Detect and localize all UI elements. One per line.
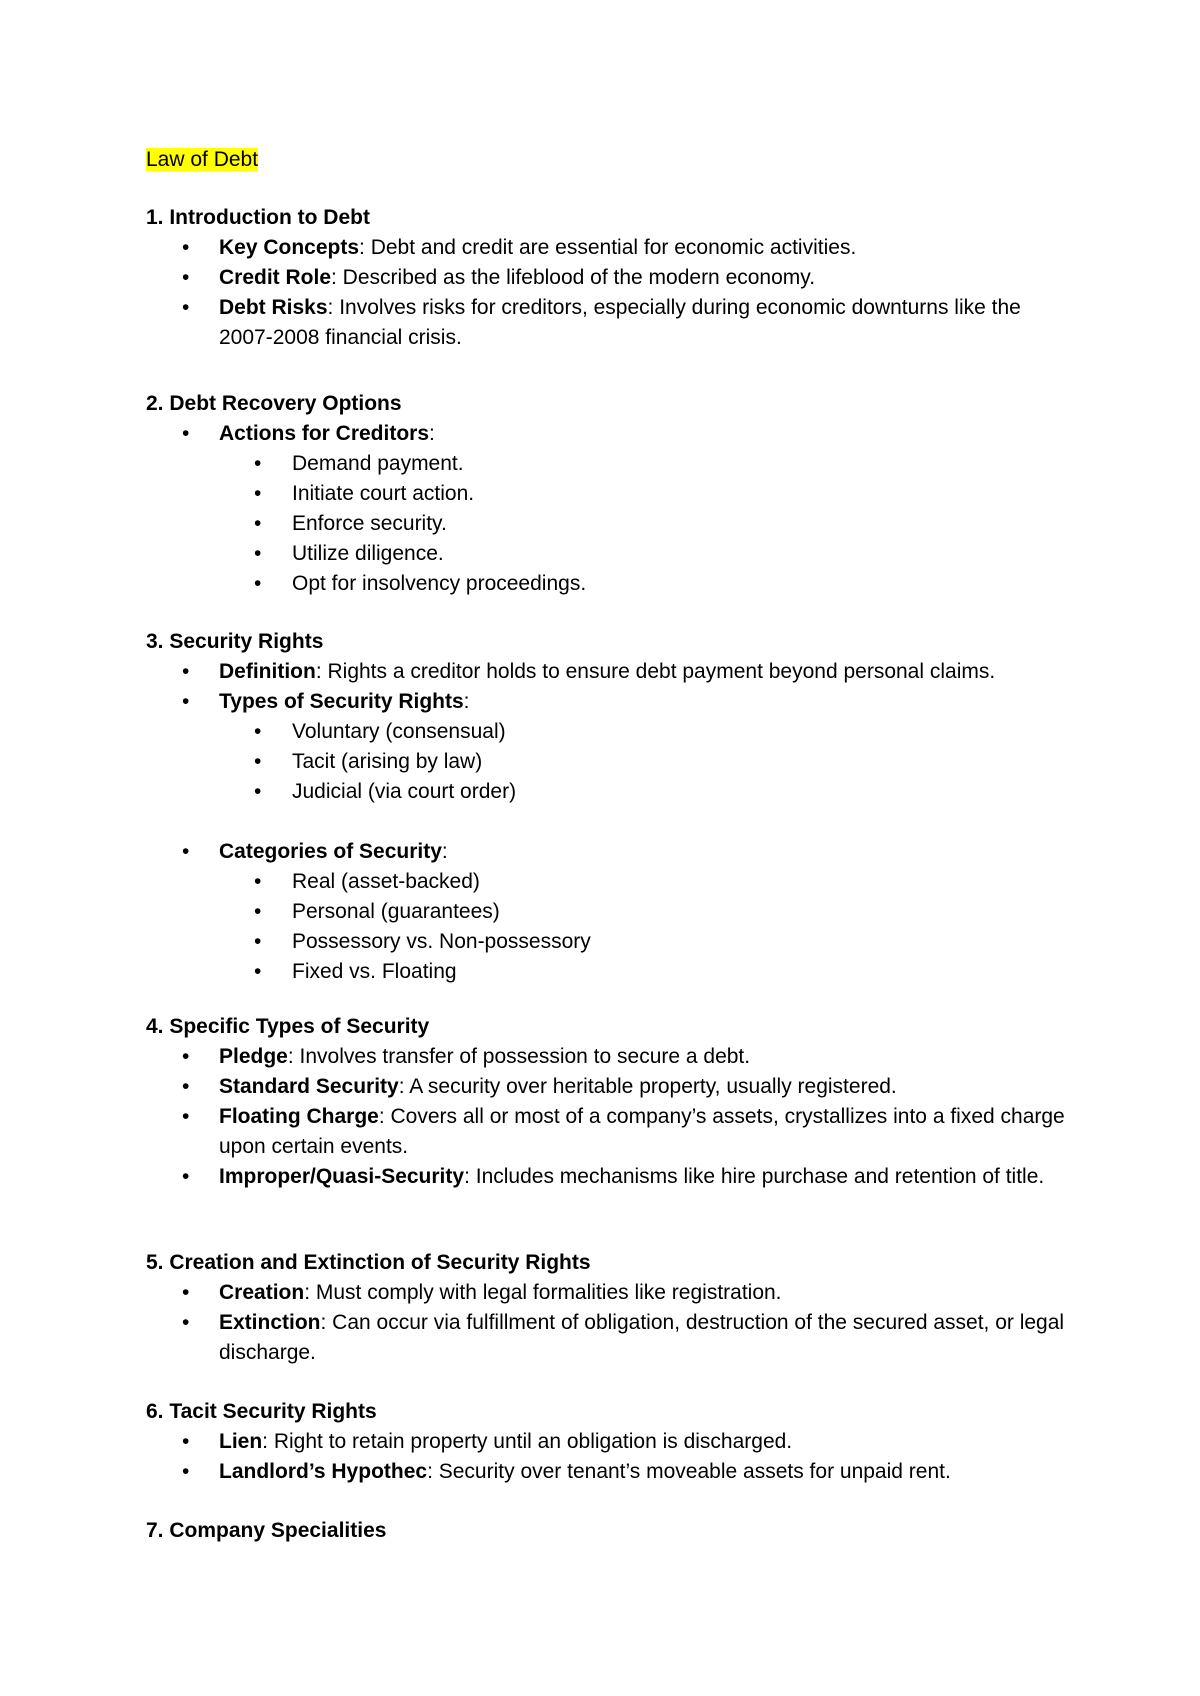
bullet-list [146, 1278, 1066, 1368]
list-item: • Landlord’s Hypothec: Security over tenant’s moveable assets for unpaid rent. [146, 1457, 1066, 1487]
section-heading: 6. Tacit Security Rights [146, 1400, 377, 1423]
sub-list-item: • Enforce security. [146, 509, 1066, 539]
bullet-icon: • [182, 840, 190, 863]
bullet-list [146, 419, 1066, 599]
bullet-icon: • [182, 660, 190, 683]
list-item: • Extinction: Can occur via fulfillment of obligation, destruction of the secured asset, or legal discharge. [146, 1308, 1066, 1368]
list-item: • Types of Security Rights: [146, 687, 1066, 717]
bullet-list [146, 657, 1066, 987]
list-item: • Credit Role: Described as the lifeblood of the modern economy. [146, 263, 1066, 293]
sub-list-item: • Personal (guarantees) [146, 897, 1066, 927]
list-spacer [146, 807, 1066, 837]
bullet-icon: • [254, 750, 262, 773]
list-item: • Lien: Right to retain property until an obligation is discharged. [146, 1427, 1066, 1457]
section-introduction [146, 203, 1066, 353]
bullet-icon: • [182, 296, 190, 319]
bullet-icon: • [254, 572, 262, 595]
section-security-rights [146, 627, 1066, 987]
bullet-icon: • [254, 960, 262, 983]
bullet-icon: • [182, 236, 190, 259]
bullet-icon: • [182, 1075, 190, 1098]
sub-list-item: • Judicial (via court order) [146, 777, 1066, 807]
bullet-icon: • [182, 1105, 190, 1128]
section-heading: 3. Security Rights [146, 630, 324, 653]
sub-list-item: • Real (asset-backed) [146, 867, 1066, 897]
sub-list-item: • Opt for insolvency proceedings. [146, 569, 1066, 599]
bullet-icon: • [254, 870, 262, 893]
bullet-icon: • [182, 1165, 190, 1188]
bullet-icon: • [254, 720, 262, 743]
list-item: • Creation: Must comply with legal formalities like registration. [146, 1278, 1066, 1308]
bullet-list [146, 1427, 1066, 1487]
sub-list-item: • Tacit (arising by law) [146, 747, 1066, 777]
bullet-icon: • [182, 1460, 190, 1483]
bullet-icon: • [182, 422, 190, 445]
bullet-icon: • [254, 780, 262, 803]
section-tacit-security [146, 1397, 1066, 1487]
section-specific-types [146, 1012, 1066, 1192]
bullet-list [146, 233, 1066, 353]
section-creation-extinction [146, 1248, 1066, 1368]
section-heading: 2. Debt Recovery Options [146, 392, 402, 415]
section-heading: 5. Creation and Extinction of Security Rights [146, 1251, 591, 1274]
bullet-icon: • [182, 1430, 190, 1453]
list-item: • Pledge: Involves transfer of possession to secure a debt. [146, 1042, 1066, 1072]
list-item: • Floating Charge: Covers all or most of a company’s assets, crystallizes into a fixed charge upon certain events. [146, 1102, 1066, 1162]
list-item: • Standard Security: A security over heritable property, usually registered. [146, 1072, 1066, 1102]
section-heading: 7. Company Specialities [146, 1519, 387, 1542]
bullet-icon: • [182, 266, 190, 289]
sub-list-item: • Utilize diligence. [146, 539, 1066, 569]
section-debt-recovery [146, 389, 1066, 599]
bullet-icon: • [254, 930, 262, 953]
bullet-list [146, 1042, 1066, 1192]
bullet-icon: • [182, 690, 190, 713]
list-item: • Definition: Rights a creditor holds to ensure debt payment beyond personal claims. [146, 657, 1066, 687]
document-title: Law of Debt [146, 148, 259, 171]
bullet-icon: • [254, 452, 262, 475]
bullet-icon: • [254, 542, 262, 565]
list-item: • Actions for Creditors: [146, 419, 1066, 449]
bullet-icon: • [254, 482, 262, 505]
sub-list-item: • Voluntary (consensual) [146, 717, 1066, 747]
list-item: • Improper/Quasi-Security: Includes mechanisms like hire purchase and retention of title. [146, 1162, 1066, 1192]
section-heading: 1. Introduction to Debt [146, 206, 370, 229]
section-company-specialities [146, 1516, 1066, 1546]
bullet-icon: • [182, 1281, 190, 1304]
bullet-icon: • [182, 1311, 190, 1334]
sub-list-item: • Possessory vs. Non-possessory [146, 927, 1066, 957]
sub-list-item: • Fixed vs. Floating [146, 957, 1066, 987]
sub-list-item: • Demand payment. [146, 449, 1066, 479]
list-item: • Categories of Security: [146, 837, 1066, 867]
section-heading: 4. Specific Types of Security [146, 1015, 430, 1038]
bullet-icon: • [182, 1045, 190, 1068]
sub-list-item: • Initiate court action. [146, 479, 1066, 509]
list-item: • Key Concepts: Debt and credit are essential for economic activities. [146, 233, 1066, 263]
bullet-icon: • [254, 900, 262, 923]
bullet-icon: • [254, 512, 262, 535]
list-item: • Debt Risks: Involves risks for creditors, especially during economic downturns like the 2007-2008 financial crisis. [146, 293, 1066, 353]
